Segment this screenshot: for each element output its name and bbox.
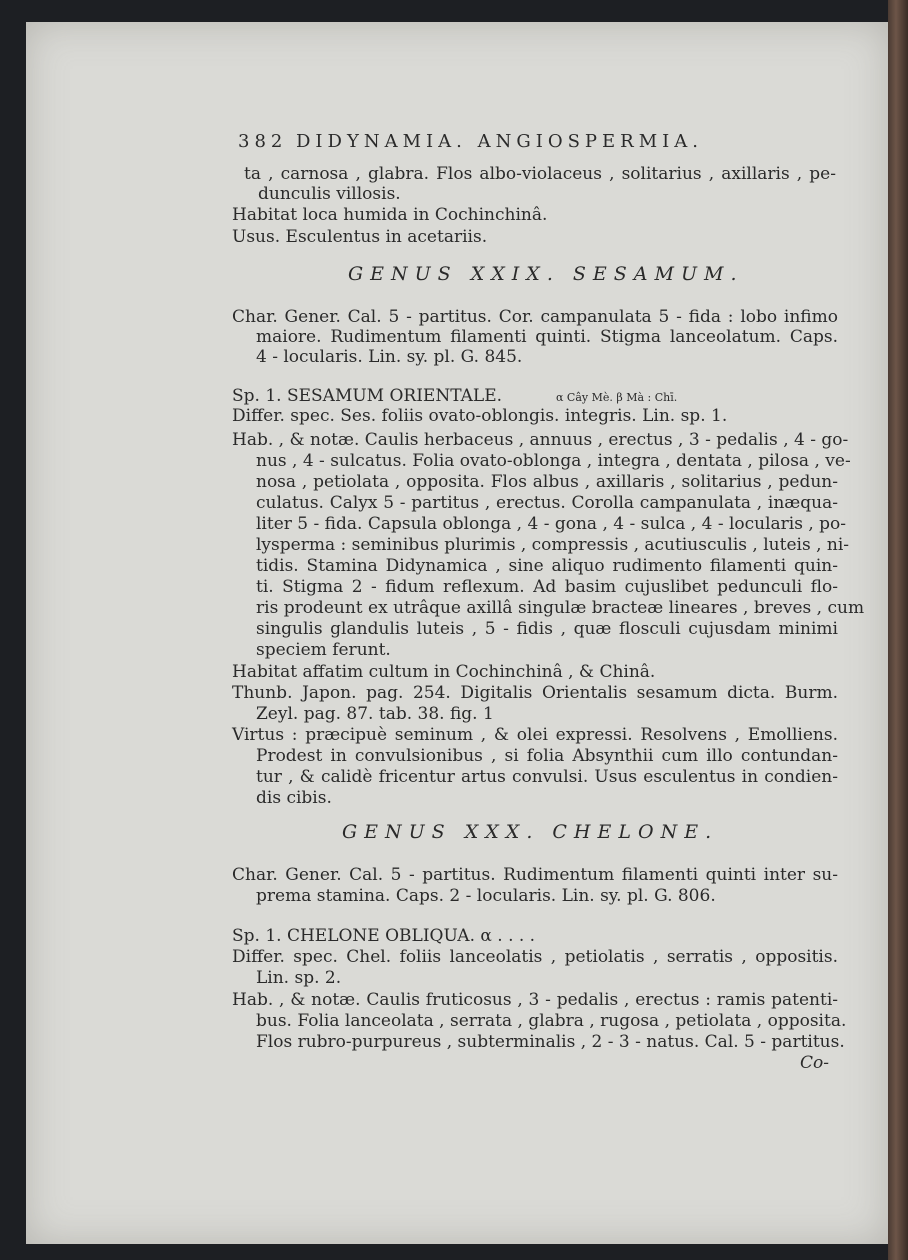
virtus-line: Virtus : præcipuè seminum , & olei expressi. Resolvens , Emolliens. [232,725,838,745]
differ-line: Differ. spec. Ses. foliis ovato-oblongis. integris. Lin. sp. 1. [232,406,728,426]
prev-usus: Usus. Esculentus in acetariis. [232,227,488,247]
hab-line: nus , 4 - sulcatus. Folia ovato-oblonga , integra , dentata , pilosa , ve- [256,451,851,471]
hab-line: Flos rubro-purpureus , subterminalis , 2 - 3 - natus. Cal. 5 - partitus. [256,1032,845,1052]
book-spine [888,0,908,1260]
species-name: Sp. 1. CHELONE OBLIQUA. α . . . . [232,926,536,946]
char-line: Char. Gener. Cal. 5 - partitus. Cor. campanulata 5 - fida : lobo infimo [232,307,838,327]
hab-line: Hab. , & notæ. Caulis herbaceus , annuus , erectus , 3 - pedalis , 4 - go- [232,430,849,450]
differ-line: Lin. sp. 2. [256,968,342,988]
hab-line: ti. Stigma 2 - fidum reflexum. Ad basim cujuslibet pedunculi flo- [256,577,838,597]
hab-line: singulis glandulis luteis , 5 - fidis , quæ flosculi cujusdam minimi [256,619,838,639]
species-name: Sp. 1. SESAMUM ORIENTALE. [232,386,503,406]
page-number: 382 [238,131,288,152]
hab-line: ris prodeunt ex utrâque axillâ singulæ bracteæ lineares , breves , cum [256,598,865,618]
thunb-line: Zeyl. pag. 87. tab. 38. fig. 1 [256,704,494,724]
virtus-line: Prodest in convulsionibus , si folia Absynthii cum illo contundan- [256,746,838,766]
hab-line: bus. Folia lanceolata , serrata , glabra , rugosa , petiolata , opposita. [256,1011,847,1031]
hab-line: Hab. , & notæ. Caulis fruticosus , 3 - pedalis , erectus : ramis patenti- [232,990,838,1010]
thunb-line: Thunb. Japon. pag. 254. Digitalis Orientalis sesamum dicta. Burm. [232,683,838,703]
hab-line: tidis. Stamina Didynamica , sine aliquo rudimento filamenti quin- [256,556,838,576]
catchword: Co- [800,1053,829,1073]
hab-line: speciem ferunt. [256,640,391,660]
char-line: prema stamina. Caps. 2 - locularis. Lin. sy. pl. G. 806. [256,886,716,906]
hab-line: nosa , petiolata , opposita. Flos albus , axillaris , solitarius , pedun- [256,472,838,492]
running-title: DIDYNAMIA. ANGIOSPERMIA. [296,131,703,152]
genus-title: GENUS XXIX. SESAMUM. [348,263,744,285]
hab-line: lysperma : seminibus plurimis , compressis , acutiusculis , luteis , ni- [256,535,850,555]
vernacular-names: α Cây Mè. β Mà : Chī. [556,391,678,404]
prev-entry-line: ta , carnosa , glabra. Flos albo-violaceus , solitarius , axillaris , pe- [244,164,836,184]
genus-title: GENUS XXX. CHELONE. [342,821,719,843]
hab-line: liter 5 - fida. Capsula oblonga , 4 - gona , 4 - sulca , 4 - locularis , po- [256,514,847,534]
char-line: Char. Gener. Cal. 5 - partitus. Rudimentum filamenti quinti inter su- [232,865,838,885]
prev-habitat: Habitat loca humida in Cochinchinâ. [232,205,548,225]
prev-entry-line: dunculis villosis. [258,184,401,204]
virtus-line: tur , & calidè fricentur artus convulsi. Usus esculentus in condien- [256,767,838,787]
char-line: 4 - locularis. Lin. sy. pl. G. 845. [256,347,523,367]
differ-line: Differ. spec. Chel. foliis lanceolatis , petiolatis , serratis , oppositis. [232,947,838,967]
habitat-line: Habitat affatim cultum in Cochinchinâ , & Chinâ. [232,662,656,682]
hab-line: culatus. Calyx 5 - partitus , erectus. Corolla campanulata , inæqua- [256,493,838,513]
virtus-line: dis cibis. [256,788,332,808]
book-page [26,22,888,1244]
char-line: maiore. Rudimentum filamenti quinti. Stigma lanceolatum. Caps. [256,327,838,347]
